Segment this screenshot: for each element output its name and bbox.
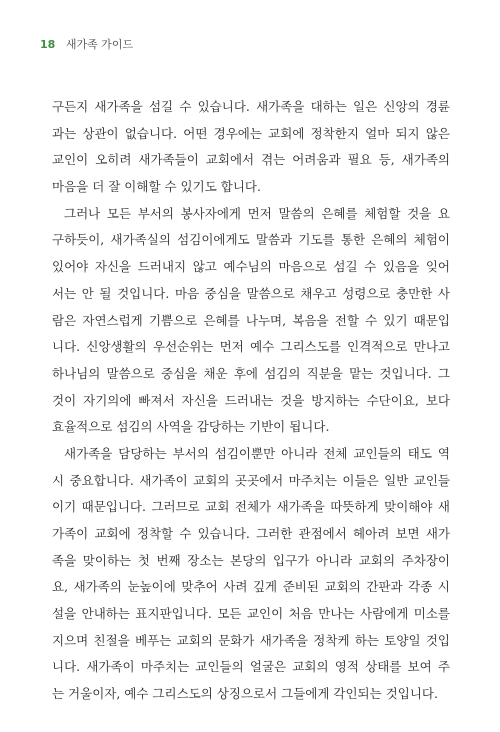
- text-line: 것이 자기의에 빠져서 자신을 드러내는 것을 방지하는 수단이요, 보다: [52, 392, 450, 408]
- text-line: 구하듯이, 새가족실의 섬김이에게도 말씀과 기도를 통한 은혜의 체험이: [52, 232, 450, 248]
- paragraph-2: [52, 201, 450, 441]
- text-line: 교인이 오히려 새가족들이 교회에서 겪는 어려움과 필요 등, 새가족의: [52, 152, 450, 168]
- text-line: 니다. 새가족이 마주치는 교인들의 얼굴은 교회의 영적 상태를 보여 주: [52, 659, 450, 675]
- text-line: 니다. 신앙생활의 우선순위는 먼저 예수 그리스도를 인격적으로 만나고: [52, 339, 450, 355]
- page-number: 18: [40, 38, 56, 51]
- text-line: 이기 때문입니다. 그러므로 교회 전체가 새가족을 따뜻하게 맞이해야 새: [52, 499, 450, 515]
- body-text: [52, 94, 450, 708]
- running-header: [40, 38, 133, 52]
- text-line: 하나님의 말씀으로 중심을 채운 후에 섬김의 직분을 맡는 것입니다. 그: [52, 365, 450, 381]
- paragraph-1: [52, 94, 450, 201]
- text-line: 요, 새가족의 눈높이에 맞추어 사려 깊게 준비된 교회의 간판과 각종 시: [52, 579, 450, 595]
- text-line: 마음을 더 잘 이해할 수 있기도 합니다.: [52, 179, 261, 195]
- text-line: 구든지 새가족을 섬길 수 있습니다. 새가족을 대하는 일은 신앙의 경륜: [52, 99, 450, 114]
- text-line: 그러나 모든 부서의 봉사자에게 먼저 말씀의 은혜를 체험할 것을 요: [64, 205, 450, 221]
- text-line: 람은 자연스럽게 기쁨으로 은혜를 나누며, 복음을 전할 수 있기 때문입: [52, 312, 450, 328]
- text-line: 는 거울이자, 예수 그리스도의 상징으로서 그들에게 각인되는 것입니다.: [52, 686, 438, 702]
- paragraph-3: [52, 441, 450, 708]
- text-line: 시 중요합니다. 새가족이 교회의 곳곳에서 마주치는 이들은 일반 교인들: [52, 472, 450, 488]
- text-line: 서는 안 될 것입니다. 마음 중심을 말씀으로 채우고 성령으로 충만한 사: [52, 285, 450, 301]
- book-title: 새가족 가이드: [65, 38, 134, 51]
- text-line: 지으며 친절을 베푸는 교회의 문화가 새가족을 정착케 하는 토양일 것입: [52, 632, 450, 648]
- text-line: 있어야 자신을 드러내지 않고 예수님의 마음으로 섬길 수 있음을 잊어: [52, 259, 450, 275]
- text-line: 효율적으로 섬김의 사역을 감당하는 기반이 됩니다.: [52, 419, 330, 435]
- text-line: 설을 안내하는 표지판입니다. 모든 교인이 처음 만나는 사람에게 미소를: [52, 606, 450, 622]
- text-line: 새가족을 담당하는 부서의 섬김이뿐만 아니라 전체 교인들의 태도 역: [64, 445, 450, 461]
- text-line: 가족이 교회에 정착할 수 있습니다. 그러한 관점에서 헤아려 보면 새가: [52, 526, 450, 541]
- text-line: 과는 상관이 없습니다. 어떤 경우에는 교회에 정착한지 얼마 되지 않은: [52, 125, 450, 141]
- text-line: 족을 맞이하는 첫 번째 장소는 본당의 입구가 아니라 교회의 주차장이: [52, 552, 450, 568]
